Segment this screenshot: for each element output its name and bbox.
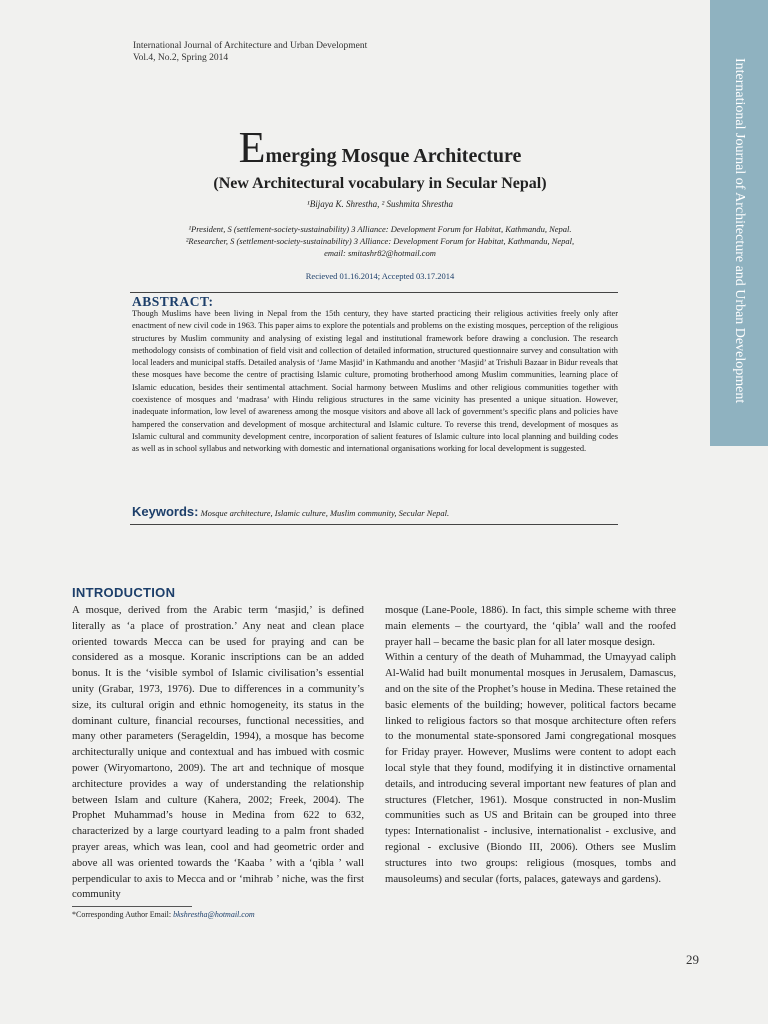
- affiliation-2: ²Researcher, S (settlement-society-sustainability) 3 Alliance: Development Forum for Habitat, Kathmandu, Nepal,: [185, 236, 575, 246]
- footnote-label: *Corresponding Author Email:: [72, 910, 172, 919]
- right-column: [385, 603, 676, 887]
- footnote: [72, 910, 255, 919]
- page-number: 29: [686, 952, 699, 967]
- author-email: email: smitashr82@hotmail.com: [324, 248, 436, 258]
- abstract-heading: ABSTRACT:: [132, 294, 214, 309]
- side-tab-journal-name: International Journal of Architecture and Urban Development: [732, 58, 747, 404]
- left-column-text: A mosque, derived from the Arabic term ‘masjid,’ is defined literally as ‘a place of prostration.’ Any neat and clean place oriented towards Mecca can be used for praying and can be considered as a mosque. Koranic inscriptions can be an added bonus. It is the ‘visible symbol of Islamic civilisation’s essential unity (Grabar, 1973, 1976). Due to differences in a community’s size, its cultural origin and ethnic homogeneity, its status in the dominant culture, financial recourses, functional necessities, and many other parameters (Serageldin, 1994), a mosque has become architecturally unique and contextual and has imbued with cosmic power (Wiryomartono, 2009). The art and technique of mosque architecture provides a way of understanding the relationship between Islam and culture (Kahera, 2002; Freek, 2004). The Prophet Muhammad’s house in Medina from 622 to 632, characterized by a large courtyard leading to a palm front shaded prayer areas, which was lean, cool and had geometric order and above all was oriented towards the ‘Kaaba ’ with a ‘qibla ’ wall perpendicular to axis to Mecca and or ‘mihrab ’ niche, was the first community: [72, 604, 364, 901]
- title-rest: merging Mosque Architecture: [265, 145, 522, 167]
- title-drop-cap: E: [238, 123, 266, 172]
- title-block: [120, 122, 640, 193]
- keywords-text: Mosque architecture, Islamic culture, Muslim community, Secular Nepal.: [200, 508, 450, 518]
- authors: ¹Bijaya K. Shrestha, ² Sushmita Shrestha: [307, 199, 453, 209]
- abstract-bottom-rule: [130, 524, 618, 525]
- right-column-paragraph-2: Within a century of the death of Muhammad, the Umayyad caliph Al-Walid had built monumental mosques in Jerusalem, Damascus, and on the site of the Prophet’s house in Medina. These retained the basic elements of the building; however, political factors became linked to religious factors so that mosque architecture often refers to the monumental state-sponsored Jami congregational mosques for Friday prayer. However, Muslims were content to adopt each local style that they found, modifying it in distinctive ornamental details, and introducing several important new features of plan and structures (Fletcher, 1961). Mosque constructed in non-Muslim communities such as US and Britain can be grouped into three types: Internationalist - inclusive, internationalist - exclusive, and regional - exclusive (Biondo III, 2006). Others see Muslim structures into two groups: religious (mosques, tombs and mausoleums) and secular (forts, palaces, gateways and gardens).: [385, 651, 676, 885]
- footnote-email[interactable]: bkshrestha@hotmail.com: [173, 910, 255, 919]
- paper-subtitle: (New Architectural vocabulary in Secular Nepal): [213, 175, 547, 192]
- running-header: [133, 40, 367, 64]
- paper-title: [120, 122, 640, 173]
- volume-info: Vol.4, No.2, Spring 2014: [133, 53, 229, 63]
- abstract-top-rule: [130, 292, 618, 293]
- abstract-text: Though Muslims have been living in Nepal from the 15th century, they have started practicing their religious activities freely only after enactment of new civil code in 1963. This paper aims to explore the potentials and problems on the existing mosques, perception of the religious structures by Muslim community and analysing of existing legal and institutional framework before drawing a conclusion. The research methodology consists of combination of field visit and collection of detailed information, structured questionnaire survey and consultation with local leaders and municipal staffs. Detailed analysis of ‘Jame Masjid’ in Kathmandu and another ‘Masjid’ at Trishuli Bazaar in Bidur reveals that these mosques have become the centre of practising Islamic culture, promoting brotherhood among Muslim communities, learning place of Islamic education, besides their sentimental attachment. Social harmony between Muslims and other religious communities together with coexistence of mosques and ‘madrasa’ with Hindu religious structures in the same vicinity has presented a unique situation. However, inadequate information, low level of awareness among the mosque visitors and above all lack of government’s specific plans and policies have hampered the conservation and development of mosque architectural and Islamic culture. To reverse this trend, development of mosques as Islamic cultural and community development centre, incorporation of salient features of Islamic culture into local planning and building codes as well as in school syllabus and networking with domestic and international organisations working for local development is suggested.: [132, 309, 618, 454]
- left-column: [72, 603, 364, 903]
- right-column-paragraph-1: mosque (Lane-Poole, 1886). In fact, this simple scheme with three main elements – the courtyard, the ‘qibla’ wall and the roofed prayer hall – became the basic plan for all later mosque design.: [385, 604, 676, 648]
- affiliations: [120, 223, 640, 259]
- footnote-rule: [72, 906, 192, 907]
- affiliation-1: ¹President, S (settlement-society-sustainability) 3 Alliance: Development Forum for Habitat, Kathmandu, Nepal.: [188, 224, 572, 234]
- keywords: [132, 504, 618, 519]
- introduction-heading: INTRODUCTION: [72, 585, 176, 600]
- journal-name: International Journal of Architecture and Urban Development: [133, 41, 368, 51]
- received-accepted-dates: Recieved 01.16.2014; Accepted 03.17.2014: [305, 271, 455, 281]
- keywords-label: Keywords:: [132, 504, 199, 519]
